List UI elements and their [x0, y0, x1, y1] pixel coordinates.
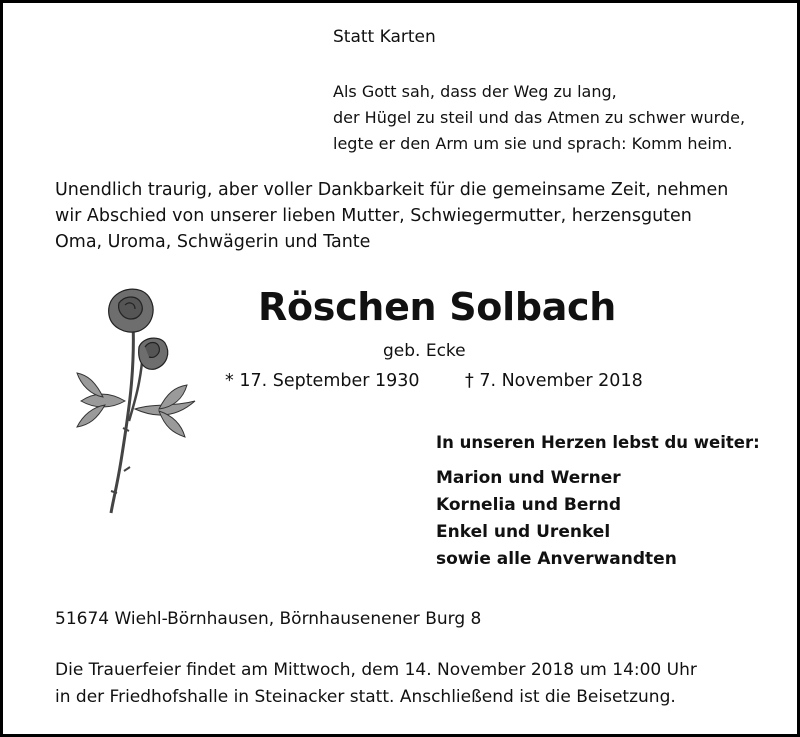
- service-line: Die Trauerfeier findet am Mittwoch, dem 14. November 2018 um 14:00 Uhr: [55, 660, 697, 680]
- birth-date: * 17. September 1930: [225, 371, 420, 391]
- deceased-name: Röschen Solbach: [258, 285, 617, 329]
- verse-line: legte er den Arm um sie und sprach: Komm heim.: [333, 134, 733, 153]
- service-info: [55, 657, 697, 711]
- mourner: sowie alle Anverwandten: [436, 549, 677, 569]
- rose-icon: [63, 281, 203, 521]
- mourners-heading: In unseren Herzen lebst du weiter:: [436, 433, 760, 452]
- intro-text: [55, 177, 728, 255]
- intro-line: Unendlich traurig, aber voller Dankbarkeit für die gemeinsame Zeit, nehmen: [55, 180, 729, 200]
- mourner: Kornelia und Bernd: [436, 495, 622, 515]
- address: 51674 Wiehl-Börnhausen, Börnhausenener Burg 8: [55, 609, 482, 629]
- service-line: in der Friedhofshalle in Steinacker statt. Anschließend ist die Beisetzung.: [55, 687, 676, 707]
- verse-line: der Hügel zu steil und das Atmen zu schwer wurde,: [333, 108, 746, 127]
- death-date: † 7. November 2018: [465, 371, 643, 391]
- mourner: Enkel und Urenkel: [436, 522, 611, 542]
- header-text: Statt Karten: [333, 27, 436, 47]
- intro-line: Oma, Uroma, Schwägerin und Tante: [55, 232, 371, 252]
- mourner: Marion und Werner: [436, 468, 621, 488]
- verse-line: Als Gott sah, dass der Weg zu lang,: [333, 82, 617, 101]
- intro-line: wir Abschied von unserer lieben Mutter, Schwiegermutter, herzensguten: [55, 206, 692, 226]
- verse: [333, 79, 745, 157]
- maiden-name: geb. Ecke: [383, 341, 466, 361]
- mourners-list: [436, 465, 677, 573]
